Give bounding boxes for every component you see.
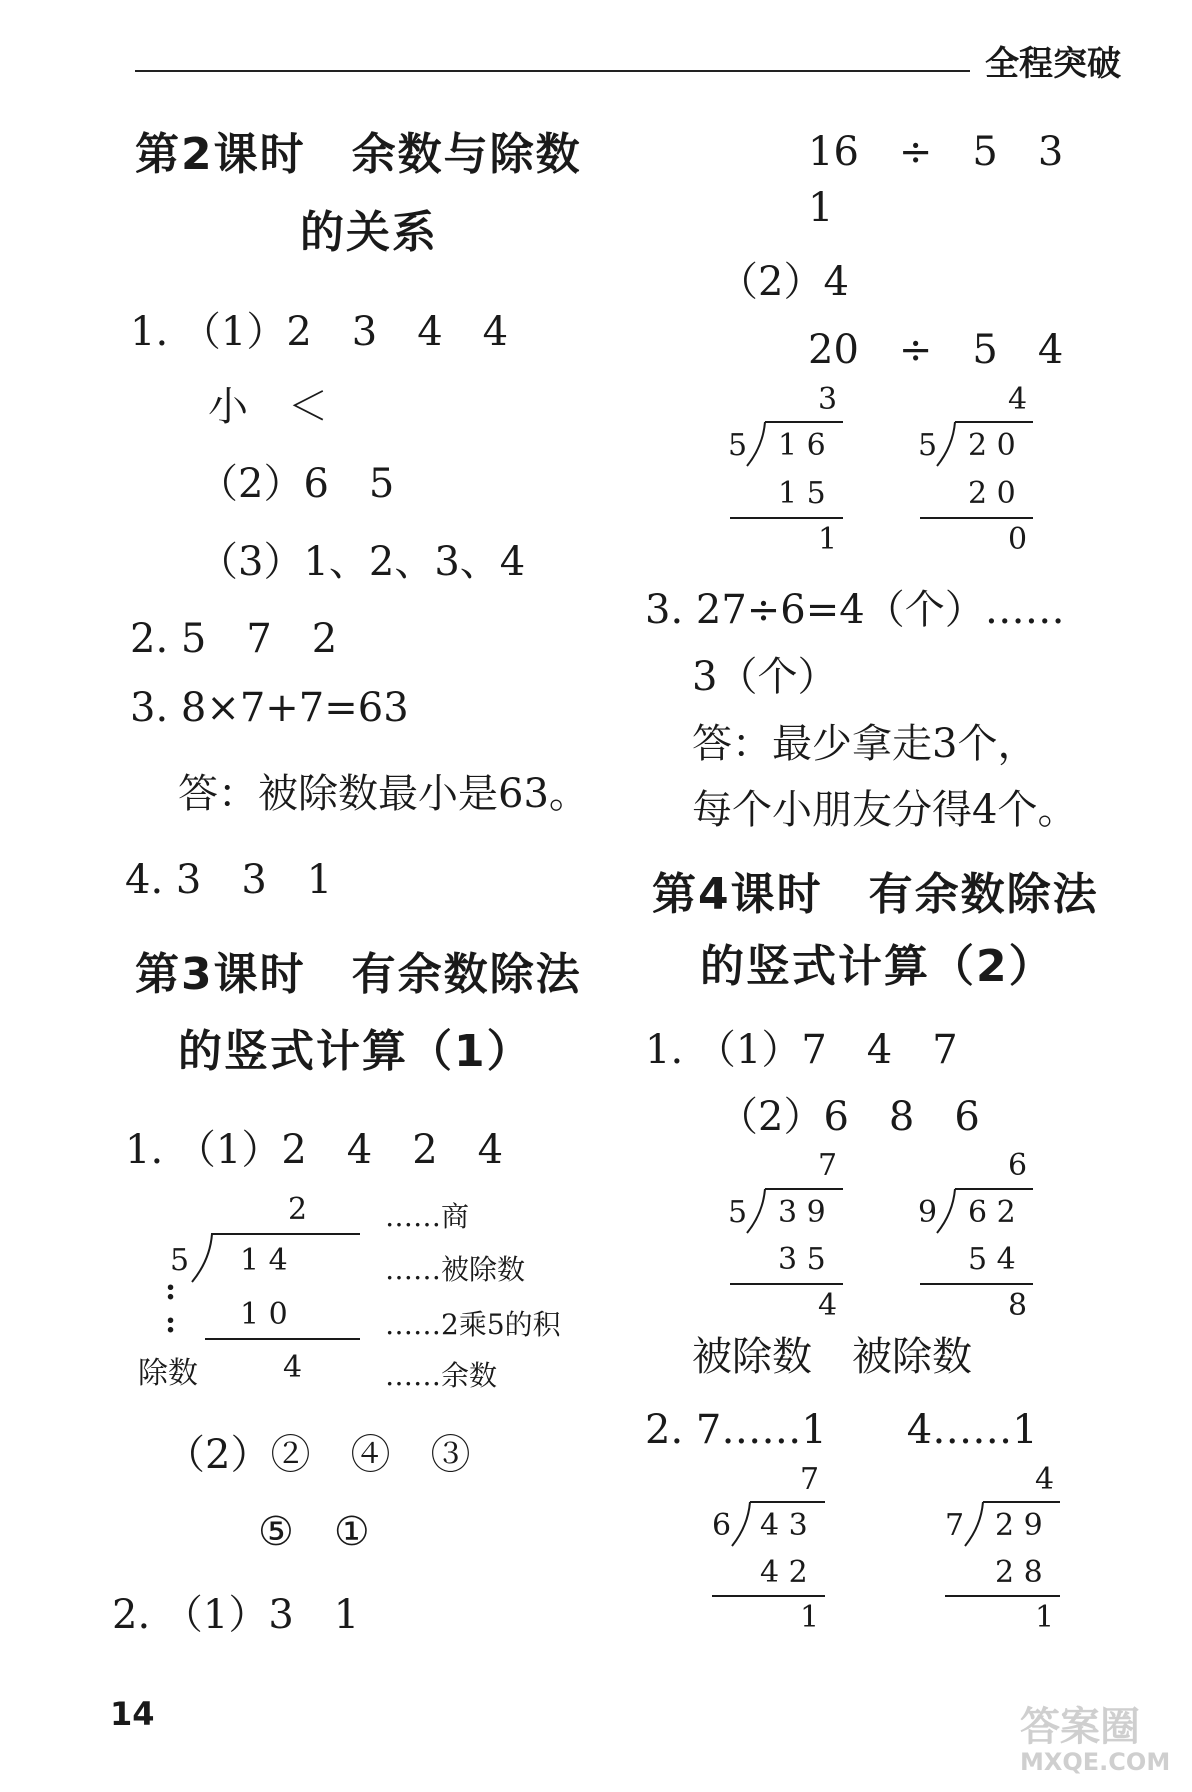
s2-q1-part3: （3）1、2、3、4: [198, 539, 526, 585]
section2-title-line2: 的关系: [300, 207, 438, 258]
div6-bracket-top: [983, 1501, 1060, 1503]
section2-title-line1: 第2课时 余数与除数: [135, 129, 582, 180]
section3-title-line2: 的竖式计算（1）: [178, 1026, 533, 1077]
s3-q1-part2: （2）② ④ ③: [165, 1432, 471, 1478]
s2-q1-part1-line2: 小 ＜: [208, 384, 328, 430]
div1-bracket-top: [765, 421, 843, 423]
diagram-quotient: 2: [288, 1192, 308, 1227]
div2-remainder: 0: [1008, 522, 1028, 557]
section4-title-line2: 的竖式计算（2）: [700, 941, 1055, 992]
div6-subtract-line: [945, 1595, 1060, 1597]
div3-bracket: [745, 1187, 775, 1235]
r-q3: 3. 27÷6=4（个）……: [645, 587, 1065, 633]
div1-bracket: [745, 420, 775, 468]
diagram-divisor-label: 除数: [138, 1356, 198, 1391]
r-part2: （2）4: [718, 259, 849, 305]
s2-q1-part2: （2）6 5: [198, 461, 395, 507]
div3-product: 3 5: [778, 1242, 826, 1277]
div4-quotient: 6: [1008, 1148, 1028, 1183]
div4-product: 5 4: [968, 1242, 1016, 1277]
s4-q1-part2: （2）6 8 6: [718, 1094, 980, 1140]
diagram-dividend: 1 4: [240, 1243, 288, 1278]
section4-title-line1: 第4课时 有余数除法: [652, 869, 1099, 920]
page-number: 14: [110, 1695, 155, 1733]
s4-q1-labels: 被除数 被除数: [692, 1334, 972, 1380]
div5-bracket: [730, 1500, 760, 1548]
diagram-label-dividend: ……被除数: [385, 1253, 526, 1286]
diagram-remainder: 4: [283, 1350, 303, 1385]
r-line-16-div-5: 16 ÷ 5 3: [808, 129, 1064, 175]
watermark-logo: 答案圈: [1020, 1704, 1140, 1750]
div5-subtract-line: [712, 1595, 825, 1597]
div4-subtract-line: [920, 1283, 1033, 1285]
div1-remainder: 1: [818, 522, 838, 557]
diagram-label-quotient: ……商: [385, 1200, 470, 1233]
diagram-division-bracket: [190, 1232, 220, 1284]
div4-remainder: 8: [1008, 1288, 1028, 1323]
r-line-20-div-5: 20 ÷ 5 4: [808, 327, 1064, 373]
watermark-url: MXQE.COM: [1020, 1748, 1171, 1776]
div2-bracket: [935, 420, 965, 468]
div3-subtract-line: [730, 1283, 843, 1285]
div6-bracket: [963, 1500, 993, 1548]
div2-product: 2 0: [968, 476, 1016, 511]
diagram-product: 1 0: [240, 1297, 288, 1332]
s4-q1-part1: 1. （1）7 4 7: [645, 1027, 958, 1073]
s2-q3-answer: 答：被除数最小是63。: [178, 771, 589, 817]
r-q3-answer1: 答：最少拿走3个，: [692, 721, 1038, 767]
s3-q2: 2. （1）3 1: [112, 1592, 360, 1638]
div2-divisor: 5: [918, 428, 938, 463]
div5-divisor: 6: [712, 1508, 732, 1543]
s2-q2: 2. 5 7 2: [130, 616, 338, 662]
diagram-colon-mark-2: :: [165, 1305, 177, 1340]
div6-divisor: 7: [945, 1508, 965, 1543]
r-line-1: 1: [808, 185, 834, 231]
div4-bracket-top: [955, 1188, 1033, 1190]
div1-product: 1 5: [778, 476, 826, 511]
header-title: 全程突破: [985, 44, 1121, 84]
r-q3-line2: 3（个）: [692, 654, 838, 700]
div1-dividend: 1 6: [778, 428, 826, 463]
diagram-label-remainder: ……余数: [385, 1359, 498, 1392]
div1-divisor: 5: [728, 428, 748, 463]
div3-remainder: 4: [818, 1288, 838, 1323]
div6-product: 2 8: [995, 1555, 1043, 1590]
div2-dividend: 2 0: [968, 428, 1016, 463]
diagram-divisor: 5: [170, 1243, 190, 1278]
div5-dividend: 4 3: [760, 1508, 808, 1543]
div4-dividend: 6 2: [968, 1195, 1016, 1230]
s2-q1-part1: 1. （1）2 3 4 4: [130, 309, 509, 355]
div5-quotient: 7: [800, 1462, 820, 1497]
div2-quotient: 4: [1008, 382, 1028, 417]
s2-q3: 3. 8×7+7=63: [130, 685, 409, 731]
div6-dividend: 2 9: [995, 1508, 1043, 1543]
diagram-colon-mark: :: [165, 1272, 177, 1307]
div3-divisor: 5: [728, 1195, 748, 1230]
s3-q1-part2-line2: ⑤ ①: [258, 1509, 370, 1555]
div2-subtract-line: [920, 517, 1033, 519]
div6-remainder: 1: [1035, 1600, 1055, 1635]
section3-title-line1: 第3课时 有余数除法: [135, 949, 582, 1000]
s2-q4: 4. 3 3 1: [125, 857, 333, 903]
div5-bracket-top: [750, 1501, 825, 1503]
header-rule: [135, 70, 970, 72]
s4-q2: 2. 7……1 4……1: [645, 1407, 1038, 1453]
div3-quotient: 7: [818, 1148, 838, 1183]
diagram-label-product: ……2乘5的积: [385, 1308, 561, 1341]
div3-dividend: 3 9: [778, 1195, 826, 1230]
div5-product: 4 2: [760, 1555, 808, 1590]
div2-bracket-top: [955, 421, 1033, 423]
diagram-subtract-line: [205, 1338, 360, 1340]
div4-bracket: [935, 1187, 965, 1235]
div1-subtract-line: [730, 517, 843, 519]
div3-bracket-top: [765, 1188, 843, 1190]
div1-quotient: 3: [818, 382, 838, 417]
r-q3-answer2: 每个小朋友分得4个。: [692, 787, 1078, 833]
diagram-bracket-top: [212, 1233, 360, 1235]
div5-remainder: 1: [800, 1600, 820, 1635]
div6-quotient: 4: [1035, 1462, 1055, 1497]
s3-q1-part1: 1. （1）2 4 2 4: [125, 1127, 504, 1173]
div4-divisor: 9: [918, 1195, 938, 1230]
